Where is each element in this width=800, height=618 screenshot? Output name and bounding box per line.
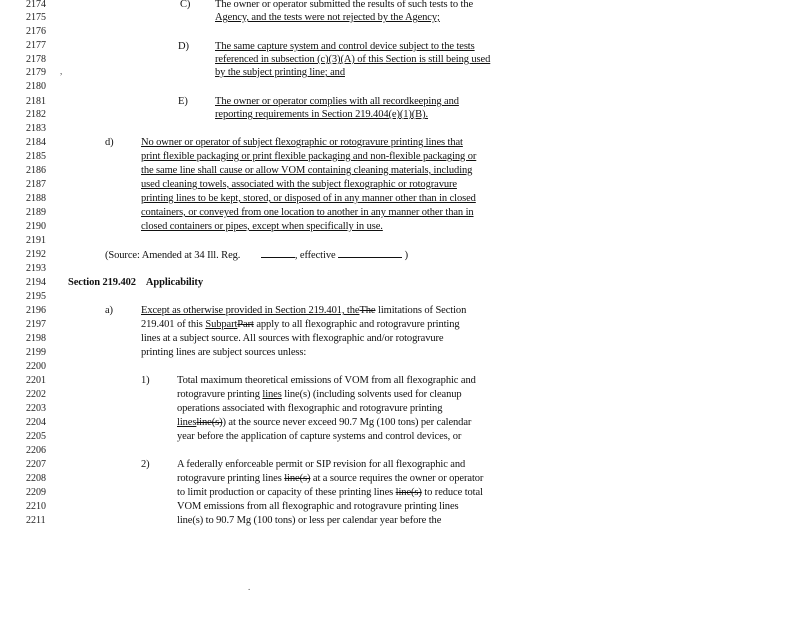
- line-number: 2194: [26, 277, 46, 288]
- item-1-line-4-rest: ) at the source never exceed 90.7 Mg (100 tons) per calendar: [222, 417, 472, 428]
- item-d-lower-label: d): [105, 137, 114, 148]
- line-number: 2209: [26, 487, 46, 498]
- item-1-line-4: [177, 416, 471, 429]
- item-2-line-2: [177, 472, 483, 485]
- line-number: 2197: [26, 319, 46, 330]
- line-number: 2185: [26, 151, 46, 162]
- line-number: 2200: [26, 361, 46, 372]
- line-number: 2208: [26, 473, 46, 484]
- item-1-inserted-lines-2: lines: [177, 417, 197, 428]
- item-d-upper-label: D): [178, 41, 189, 52]
- line-number: 2199: [26, 347, 46, 358]
- item-a-line-1: [141, 304, 466, 317]
- line-number: 2207: [26, 459, 46, 470]
- item-2-line-2-rest: at a source requires the owner or operator: [310, 473, 484, 484]
- source-effective: , effective: [294, 250, 336, 261]
- item-d-upper-line-1: The same capture system and control device subject to the tests: [215, 41, 475, 52]
- line-number: 2186: [26, 165, 46, 176]
- item-1-line-5: year before the application of capture systems and control devices, or: [177, 431, 462, 442]
- item-a-line-3: lines at a subject source. All sources with flexographic and/or rotogravure: [141, 333, 444, 344]
- item-a-inserted-text: Except as otherwise provided in Section 219.401, the: [141, 305, 360, 316]
- item-2-line-5: line(s) to 90.7 Mg (100 tons) or less per calendar year before the: [177, 515, 442, 526]
- section-title: Applicability: [145, 277, 203, 288]
- item-d-lower-line-5: printing lines to be kept, stored, or disposed of in any manner other than in closed: [141, 193, 476, 204]
- section-heading: [68, 276, 203, 289]
- line-number: 2176: [26, 26, 46, 37]
- item-d-lower-line-3: the same line shall cause or allow VOM containing cleaning materials, including: [141, 165, 473, 176]
- line-number: 2174: [26, 0, 46, 10]
- item-2-deleted-line: line(s): [284, 473, 311, 484]
- item-1-line-2-start: rotogravure printing: [177, 389, 263, 400]
- line-number: 2183: [26, 123, 46, 134]
- item-a-line-2: [141, 318, 460, 331]
- item-c-line-1: The owner or operator submitted the results of such tests to the: [215, 0, 474, 10]
- item-e-label: E): [178, 96, 188, 107]
- item-1-deleted-lines: line(s): [196, 417, 223, 428]
- line-number: 2175: [26, 12, 46, 23]
- item-2-label: 2): [141, 459, 150, 470]
- line-number: 2188: [26, 193, 46, 204]
- item-e-line-1: The owner or operator complies with all recordkeeping and: [215, 96, 459, 107]
- source-suffix: ): [404, 250, 408, 261]
- line-number: 2196: [26, 305, 46, 316]
- item-2-deleted-line-2: line(s): [395, 487, 422, 498]
- item-d-upper-line-3: by the subject printing line; and: [215, 67, 345, 78]
- register-page-blank: [261, 248, 295, 258]
- item-2-line-4: VOM emissions from all flexographic and rotogravure printing lines: [177, 501, 459, 512]
- item-c-line-2: Agency, and the tests were not rejected by the Agency;: [215, 12, 440, 23]
- stray-mark: ,: [60, 66, 63, 76]
- line-number: 2182: [26, 109, 46, 120]
- item-a-line-1-rest: limitations of Section: [375, 305, 467, 316]
- line-number: 2191: [26, 235, 46, 246]
- line-number: 2184: [26, 137, 46, 148]
- item-1-line-1: Total maximum theoretical emissions of VOM from all flexographic and: [177, 375, 476, 386]
- item-d-lower-line-7: closed containers or pipes, except when specifically in use.: [141, 221, 383, 232]
- source-note: [105, 248, 408, 262]
- line-number: 2190: [26, 221, 46, 232]
- item-a-line-2-rest: apply to all flexographic and rotogravure printing: [253, 319, 460, 330]
- line-number: 2202: [26, 389, 46, 400]
- line-number: 2179: [26, 67, 46, 78]
- item-2-line-2-start: rotogravure printing lines: [177, 473, 285, 484]
- line-number: 2187: [26, 179, 46, 190]
- line-number: 2205: [26, 431, 46, 442]
- line-number: 2180: [26, 81, 46, 92]
- item-c-label: C): [180, 0, 191, 10]
- item-a-deleted-part: Part: [237, 319, 254, 330]
- item-1-line-2-rest: line(s) (including solvents used for cleanup: [281, 389, 462, 400]
- source-prefix: (Source: Amended at 34 Ill. Reg.: [105, 250, 241, 261]
- item-2-line-3-start: to limit production or capacity of these printing lines: [177, 487, 396, 498]
- line-number: 2193: [26, 263, 46, 274]
- item-d-lower-line-1: No owner or operator of subject flexographic or rotogravure printing lines that: [141, 137, 463, 148]
- line-number: 2178: [26, 54, 46, 65]
- line-number: 2206: [26, 445, 46, 456]
- line-number: 2201: [26, 375, 46, 386]
- item-2-line-1: A federally enforceable permit or SIP revision for all flexographic and: [177, 459, 466, 470]
- line-number: 2181: [26, 96, 46, 107]
- line-number: 2198: [26, 333, 46, 344]
- item-d-lower-line-2: print flexible packaging or print flexible packaging and non-flexible packaging or: [141, 151, 477, 162]
- line-number: 2210: [26, 501, 46, 512]
- item-d-lower-line-4: used cleaning towels, associated with the subject flexographic or rotogravure: [141, 179, 457, 190]
- section-number: Section 219.402: [68, 277, 136, 288]
- item-1-inserted-lines: lines: [262, 389, 282, 400]
- line-number: 2204: [26, 417, 46, 428]
- line-number: 2189: [26, 207, 46, 218]
- item-a-line-2-start: 219.401 of this: [141, 319, 206, 330]
- item-1-line-2: [177, 388, 462, 401]
- item-a-inserted-subpart: Subpart: [205, 319, 238, 330]
- item-d-upper-line-2: referenced in subsection (c)(3)(A) of this Section is still being used: [215, 54, 491, 65]
- item-a-label: a): [105, 305, 113, 316]
- line-number: 2211: [26, 515, 46, 526]
- item-a-deleted-text: The: [359, 305, 376, 316]
- item-e-line-2: reporting requirements in Section 219.404(e)(1)(B).: [215, 109, 429, 120]
- item-d-lower-line-6: containers, or conveyed from one location to another in any manner other than in: [141, 207, 474, 218]
- item-a-line-4: printing lines are subject sources unless:: [141, 347, 307, 358]
- item-2-line-3-rest: to reduce total: [421, 487, 483, 498]
- line-number: 2192: [26, 249, 46, 260]
- line-number: 2203: [26, 403, 46, 414]
- line-number: 2177: [26, 40, 46, 51]
- line-number: 2195: [26, 291, 46, 302]
- item-1-line-3: operations associated with flexographic and rotogravure printing: [177, 403, 443, 414]
- item-1-label: 1): [141, 375, 150, 386]
- item-2-line-3: [177, 486, 483, 499]
- stray-dot: .: [248, 582, 251, 592]
- effective-date-blank: [338, 248, 402, 258]
